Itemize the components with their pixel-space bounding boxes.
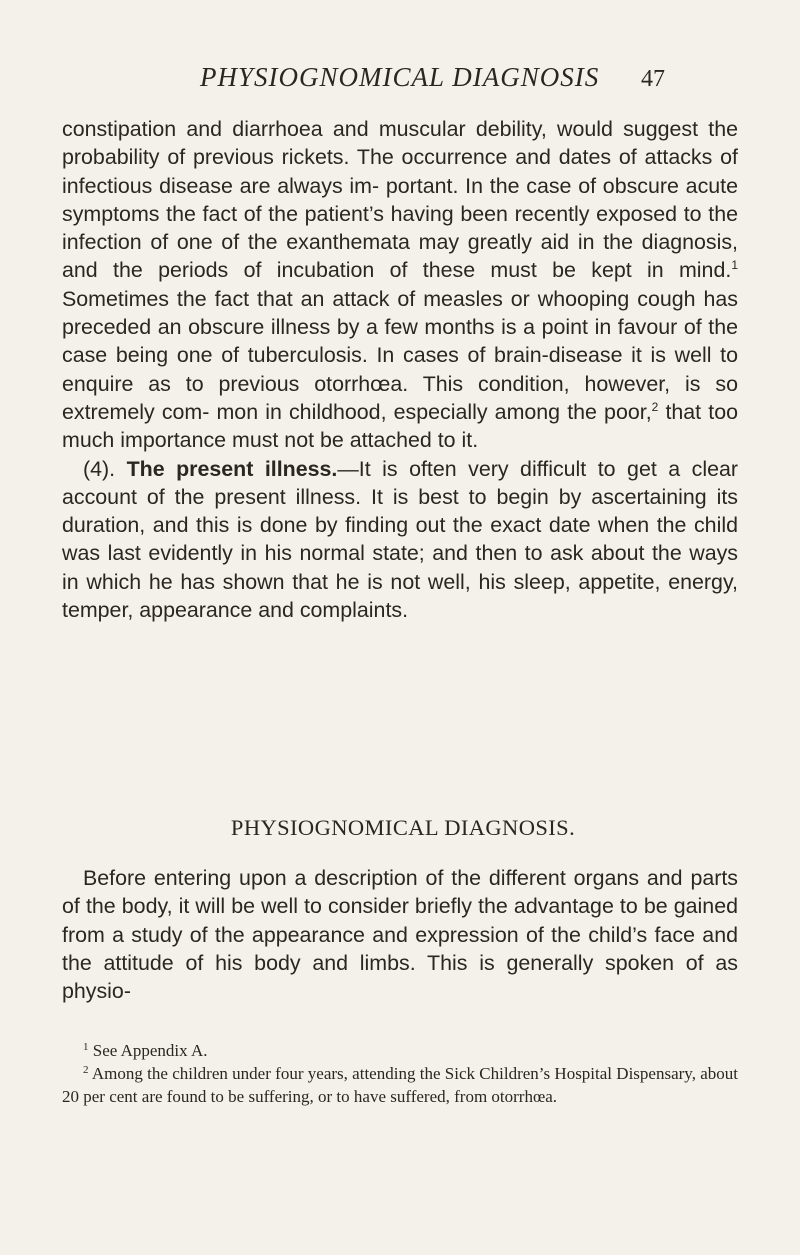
section-paragraph: Before entering upon a description of the different organs and parts of the body, it will be well to consider briefly the advantage to be gained from a study of the appearance and expression of the child’s face and the attitude of his body and limbs. This is generally spoken of as physio- (62, 866, 738, 1004)
footnote (62, 1062, 738, 1108)
section-heading: PHYSIOGNOMICAL DIAGNOSIS. (230, 815, 576, 840)
paragraph-heading: The present illness. (126, 456, 338, 481)
footnote-text: Among the children under four years, attending the Sick Children’s Hospital Dispensary, about 20 per cent are found to be suffering, or to have suffered, from otorrhœa. (62, 1064, 738, 1106)
paragraph-text: that too much importance must not be attached to it. (62, 399, 738, 453)
footnote (62, 1039, 738, 1062)
paragraph-text: —It is often very difficult to get a clear account of the present illness. It is best to begin by ascertaining its duration, and this is done by finding out the exact date when the child was last evidently in his normal state; and then to ask about the ways in which he has shown that he is not well, his sleep, appetite, energy, temper, appearance and complaints. (62, 456, 739, 623)
body-text (62, 115, 738, 624)
page-number: 47 (641, 66, 665, 92)
footnote-mark: 1 (83, 1041, 89, 1053)
running-title: PHYSIOGNOMICAL DIAGNOSIS (200, 62, 600, 92)
paragraph-continued (62, 115, 738, 455)
paragraph-text: constipation and diarrhoea and muscular debility, would suggest the probability of previous rickets. The occurrence and dates of attacks of infectious disease are always im- portant. In the case of obscure acute symptoms the fact of the patient’s having been recently exposed to the infection of one of the exanthemata may greatly aid in the diagnosis, and the periods of incubation of these must be kept in mind. (62, 117, 738, 283)
footnote-reference: 1 (731, 258, 738, 273)
paragraph-present-illness (62, 455, 738, 625)
footnote-text: See Appendix A. (88, 1041, 208, 1060)
footnote-reference: 2 (651, 399, 659, 414)
paragraph-text: Sometimes the fact that an attack of measles or whooping cough has preceded an obscure illness by a few months is a point in favour of the case being one of tuberculosis. In cases of brain-disease it is well to enquire as to previous otorrhœa. This condition, however, is so extremely com- mon in childhood, especially among the poor, (62, 286, 738, 424)
running-head (0, 58, 800, 98)
footnote-mark: 2 (83, 1064, 89, 1076)
footnotes (62, 1039, 738, 1108)
section-text (62, 864, 738, 1005)
paragraph-number: (4). (83, 456, 127, 481)
